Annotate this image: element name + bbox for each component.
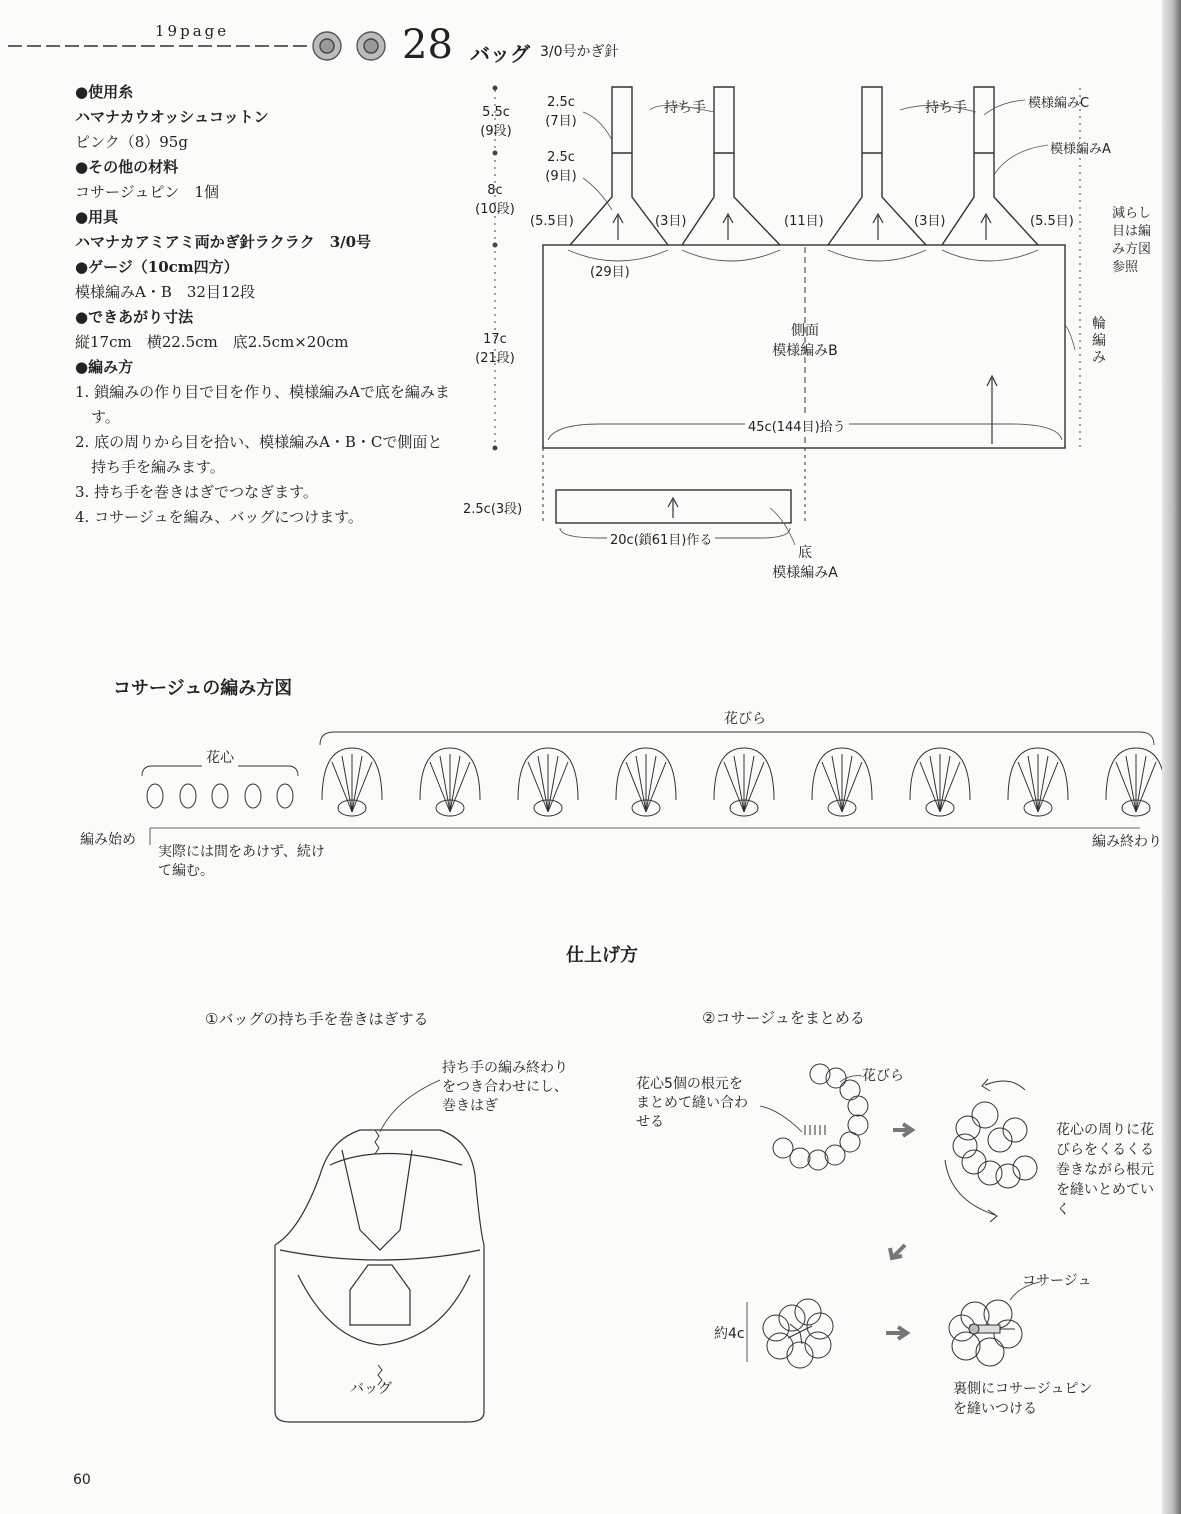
dim-7me: (7目) (545, 114, 577, 129)
yarn-color: ピンク（8）95g (75, 133, 188, 151)
stitch-count-right-gap: (3目) (914, 214, 946, 229)
tool-name: ハマナカアミアミ両かぎ針ラクラク 3/0号 (75, 233, 372, 251)
bottom-pattern: 模様編みA (772, 565, 838, 581)
other-materials: コサージュピン 1個 (75, 183, 219, 201)
pattern-title: バッグ (470, 42, 530, 66)
dim-bottom-height: 2.5c(3段) (463, 502, 523, 517)
dim-label (476, 105, 516, 139)
gauge-value: 模様編みA・B 32目12段 (75, 283, 256, 301)
handle-label-2: 持ち手 (925, 100, 967, 116)
method-heading: ●編み方 (75, 358, 134, 376)
page-number: 60 (73, 1472, 91, 1488)
petals-label: 花びら (720, 708, 770, 728)
step-item: 3. 持ち手を巻きはぎでつなぎます。 (75, 483, 318, 501)
dim-9dan: (9段) (480, 124, 512, 139)
dim-17c: 17c (483, 332, 507, 347)
center-sew-note: 花心5個の根元をまとめて縫い合わせる (636, 1076, 748, 1130)
side-label (745, 320, 865, 360)
start-label: 編み始め (80, 832, 136, 848)
finish-step-2: ②コサージュをまとめる (702, 1009, 865, 1027)
pin-note: 裏側にコサージュピンを縫いつける (953, 1381, 1093, 1417)
round-knit-label: 輪編み (1092, 316, 1106, 366)
bottom-title: 底 (798, 545, 812, 561)
tool-heading: ●用具 (75, 208, 119, 226)
continuous-note: 実際には間をあけず、続けて編む。 (158, 844, 325, 879)
decrease-note: 減らし目は編み方図参照 (1112, 206, 1152, 275)
step-item: 2. 底の周りから目を拾い、模様編みA・B・Cで側面と持ち手を編みます。 (75, 433, 443, 476)
corsage-label: コサージュ (1022, 1273, 1092, 1289)
bag-label: バッグ (350, 1381, 392, 1397)
handle-join-note: 持ち手の編み終わりをつき合わせにし、巻きはぎ (442, 1060, 568, 1114)
dim-55c: 5.5c (482, 105, 510, 120)
dim-25c-a: 2.5c (547, 95, 575, 110)
yarn-heading: ●使用糸 (75, 83, 134, 101)
end-label: 編み終わり (1092, 834, 1162, 850)
size-heading: ●できあがり寸法 (75, 308, 194, 326)
pattern-c-label: 模様編みC (1028, 96, 1090, 111)
handle-label-1: 持ち手 (664, 100, 706, 116)
bag-drawing (275, 1080, 484, 1422)
dim-21dan: (21段) (475, 351, 515, 366)
pickup-label: 45c(144目)拾う (745, 416, 849, 435)
wrap-note: 花心の周りに花びらをくるくる巻きながら根元を縫いとめていく (1056, 1122, 1154, 1218)
stitch-count-29: (29目) (590, 265, 630, 280)
dim-label (540, 150, 582, 184)
page-ref: 19page (155, 22, 230, 40)
step-item: 4. コサージュを編み、バッグにつけます。 (75, 508, 363, 526)
stitch-count-left-outer: (5.5目) (530, 214, 574, 229)
side-title: 側面 (791, 323, 819, 339)
petal-label: 花びら (862, 1068, 904, 1084)
corsage-chart-title: コサージュの編み方図 (113, 678, 293, 699)
dim-9me: (9目) (545, 169, 577, 184)
gauge-heading: ●ゲージ（10cm四方） (75, 258, 239, 276)
finished-size: 縦17cm 横22.5cm 底2.5cm×20cm (75, 333, 349, 351)
other-heading: ●その他の材料 (75, 158, 179, 176)
dim-label (470, 332, 520, 366)
dim-label (470, 183, 520, 217)
corsage-finish-drawing (747, 1064, 1040, 1368)
yarn-name: ハマナカウオッシュコットン (75, 108, 269, 126)
dim-label (540, 95, 582, 129)
stitch-count-center-gap: (11目) (784, 214, 824, 229)
finish-step-1: ①バッグの持ち手を巻きはぎする (205, 1010, 429, 1028)
step-item: 1. 鎖編みの作り目で目を作り、模様編みAで底を編みます。 (75, 383, 450, 426)
stitch-count-left-gap: (3目) (655, 214, 687, 229)
dim-8c: 8c (487, 183, 503, 198)
page-binding-edge (1162, 0, 1181, 1514)
dim-10dan: (10段) (475, 202, 515, 217)
pattern-a-label: 模様編みA (1050, 142, 1111, 157)
stitch-count-right-outer: (5.5目) (1030, 214, 1074, 229)
bottom-label (755, 542, 855, 582)
side-pattern: 模様編みB (772, 343, 838, 359)
foundation-label: 20c(鎖61目)作る (607, 529, 715, 548)
pattern-number: 28 (402, 22, 453, 68)
corsage-chart (142, 732, 1166, 845)
center-label: 花心 (202, 747, 238, 767)
hook-size: 3/0号かぎ針 (540, 44, 619, 60)
materials-spec (75, 80, 455, 530)
corsage-size: 約4c (714, 1326, 745, 1342)
finishing-title: 仕上げ方 (566, 945, 638, 966)
method-steps (75, 380, 455, 530)
dim-25c-b: 2.5c (547, 150, 575, 165)
